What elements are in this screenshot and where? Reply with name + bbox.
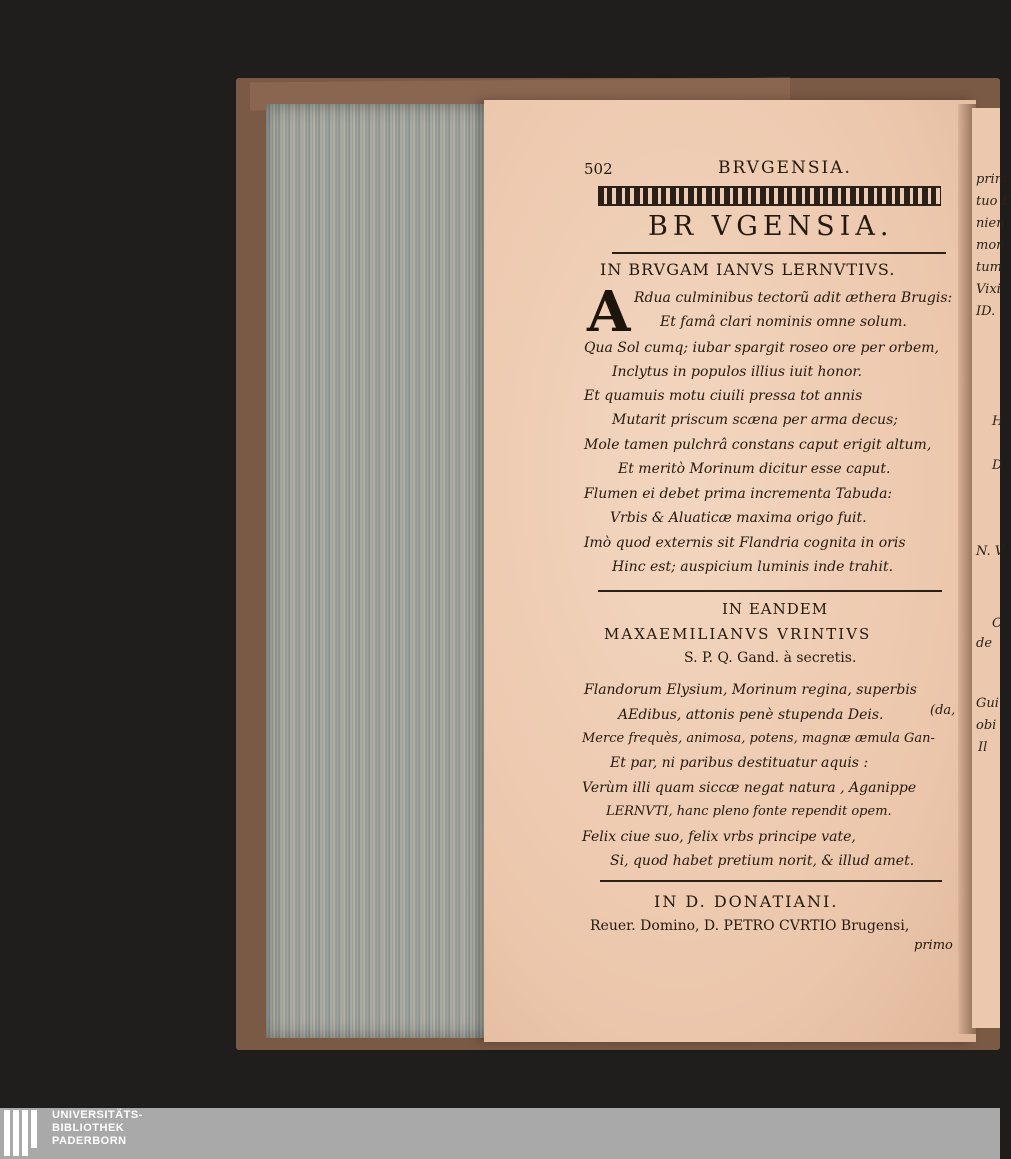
poem-line: Hinc est; auspicium luminis inde trahit.: [612, 559, 894, 575]
library-footer-bar: [0, 1108, 1000, 1159]
poem-line: Vrbis & Aluaticæ maxima origo fuit.: [610, 510, 867, 526]
poem-line: Mole tamen pulchrâ constans caput erigit altum,: [584, 437, 932, 453]
drop-cap: A: [587, 279, 631, 345]
rule-divider: [600, 880, 942, 882]
poem-line: LERNVTI, hanc pleno fonte rependit opem.: [606, 804, 892, 819]
page-number: 502: [584, 160, 613, 178]
poem-line: Rdua culminibus tectorũ adit æthera Brugis:: [634, 290, 953, 306]
facing-text: mon: [976, 238, 1005, 253]
facing-text: Vixi: [976, 282, 1001, 297]
facing-text: nien: [976, 216, 1005, 231]
poem-line: Et meritò Morinum dicitur esse caput.: [618, 461, 891, 477]
poem-line: Si, quod habet pretium norit, & illud amet.: [610, 853, 915, 869]
poem-line: Et par, ni paribus destituatur aquis :: [610, 755, 869, 771]
facing-text: tuo E: [976, 194, 1011, 209]
poem-line: Et quamuis motu ciuili pressa tot annis: [584, 388, 863, 404]
facing-text: tum: [976, 260, 1002, 275]
section-title: BR VGENSIA.: [648, 211, 894, 242]
facing-text: Il: [978, 740, 988, 755]
facing-text: ID.: [976, 304, 996, 319]
poem-line: Imò quod externis sit Flandria cognita in oris: [584, 535, 906, 551]
section-heading: IN D. DONATIANI.: [654, 892, 839, 911]
running-head: BRVGENSIA.: [718, 158, 852, 178]
poem-line: Flandorum Elysium, Morinum regina, superbis: [584, 682, 917, 698]
facing-text: C: [992, 616, 1002, 631]
section-line: Reuer. Domino, D. PETRO CVRTIO Brugensi,: [590, 918, 910, 934]
facing-text: prim: [976, 172, 1008, 187]
poem-line: Et famâ clari nominis omne solum.: [660, 314, 907, 330]
library-name-line: PADERBORN: [52, 1135, 127, 1147]
poem-heading: IN EANDEM: [722, 600, 829, 618]
poem-line: Merce frequès, animosa, potens, magnæ æmula Gan-: [582, 731, 935, 746]
poem-line: Inclytus in populos illius iuit honor.: [612, 364, 863, 380]
poem-line: Felix ciue suo, felix vrbs principe vate,: [582, 829, 856, 845]
facing-page-fragment: [972, 108, 1011, 1028]
poem-heading: IN BRVGAM IANVS LERNVTIVS.: [600, 260, 896, 279]
poem-line: AEdibus, attonis penè stupenda Deis.: [618, 707, 884, 723]
library-name-line: UNIVERSITÄTS-: [52, 1109, 143, 1121]
rule-divider: [598, 590, 942, 592]
poem-author: MAXAEMILIANVS VRINTIVS: [604, 625, 872, 643]
poem-line: Flumen ei debet prima incrementa Tabuda:: [584, 486, 893, 502]
library-logo-icon: [4, 1110, 44, 1156]
poem-line: Mutarit priscum scæna per arma decus;: [612, 412, 898, 428]
rule-divider: [612, 252, 946, 254]
library-name-line: BIBLIOTHEK: [52, 1122, 125, 1134]
poem-line: Qua Sol cumq; iubar spargit roseo ore per orbem,: [584, 340, 939, 356]
facing-text: obi: [976, 718, 997, 733]
poem-line: Verùm illi quam siccæ negat natura , Aganippe: [582, 780, 917, 796]
page-block-edge: [266, 104, 501, 1038]
facing-text: N. V: [976, 544, 1005, 559]
facing-text: D: [992, 458, 1003, 473]
catchword: primo: [914, 938, 953, 953]
facing-text: de: [976, 636, 993, 651]
ornamental-band: [598, 186, 941, 206]
facing-text: Gui: [976, 696, 999, 711]
hyphen-tail: (da,: [930, 703, 956, 718]
facing-text: H: [992, 414, 1004, 429]
poem-author-role: S. P. Q. Gand. à secretis.: [684, 650, 857, 666]
